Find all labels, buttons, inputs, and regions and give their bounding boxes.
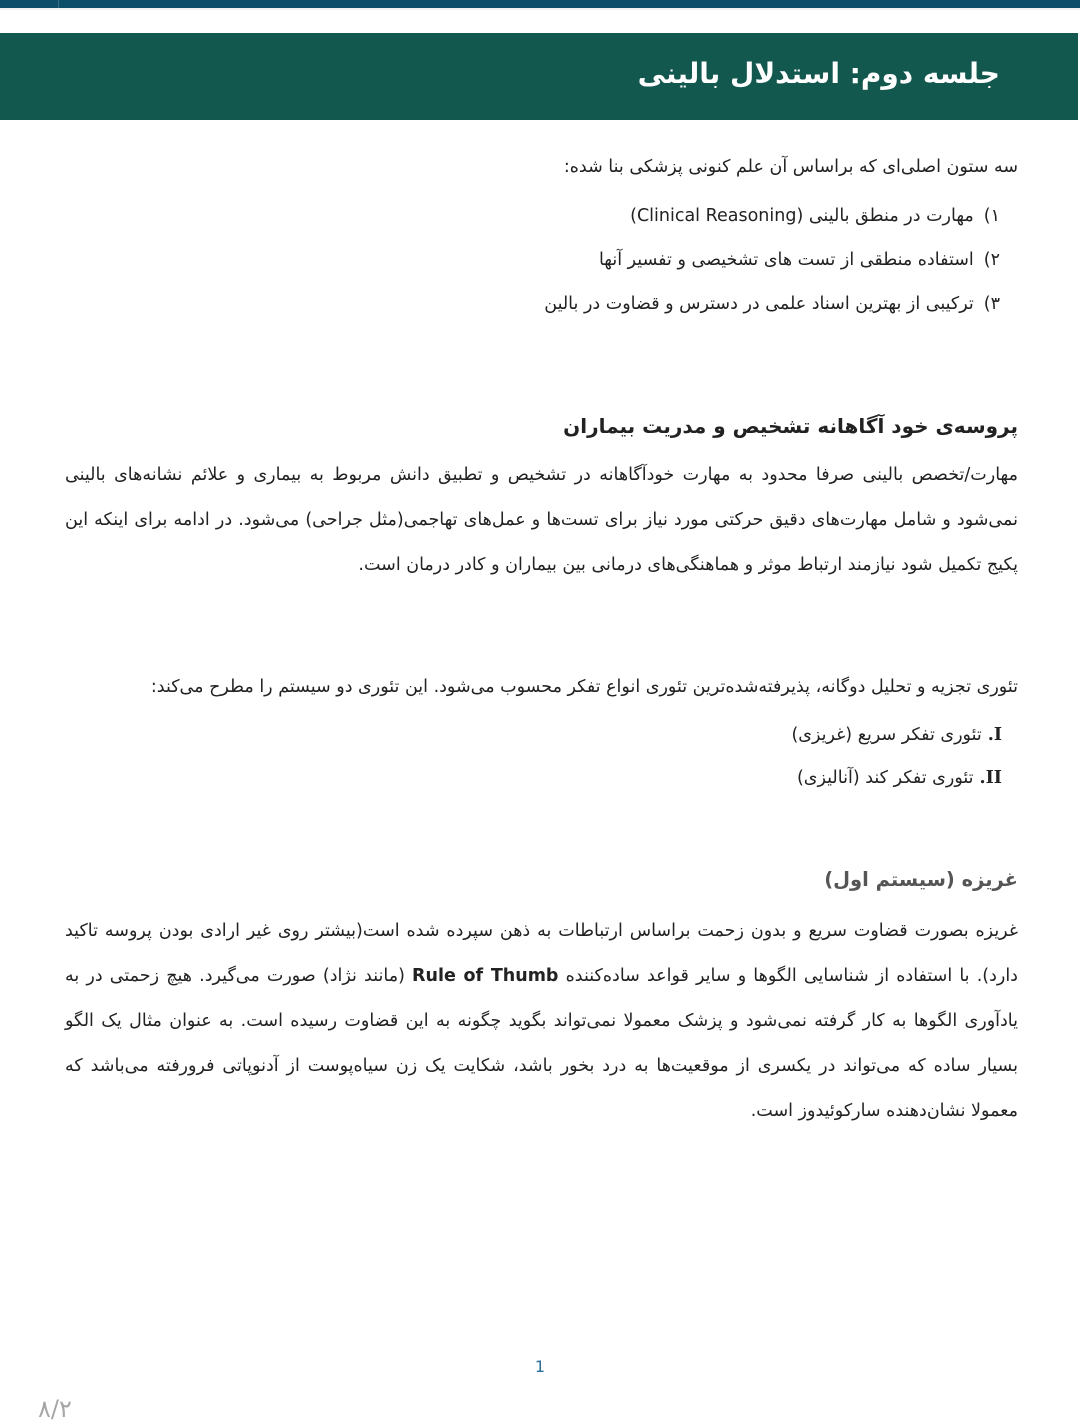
page-number: 1 <box>534 1357 546 1376</box>
top-bar-edge <box>0 8 1080 10</box>
intro-text: سه ستون اصلی‌ای که براساس آن علم کنونی پزشکی بنا شده: <box>563 157 1018 177</box>
list-number: II. <box>979 768 1002 788</box>
section-heading: پروسه‌ی خود آگاهانه تشخیص و مدریت بیماران <box>563 414 1018 438</box>
page-indicator: ۸/۲ <box>38 1395 72 1423</box>
list-item <box>544 249 1000 293</box>
theory-intro: تئوری تجزیه و تحلیل دوگانه، پذیرفته‌شده‌ترین تئوری انواع تفکر محسوب می‌شود. این تئوری دو سیستم را مطرح می‌کند: <box>150 677 1018 697</box>
list-text: تئوری تفکر سریع (غریزی) <box>791 725 982 745</box>
section-paragraph <box>65 909 1018 1134</box>
bold-term: Rule of Thumb <box>412 966 559 986</box>
section-paragraph: مهارت/تخصص بالینی صرفا محدود به مهارت خودآگاهانه در تشخیص و تطبیق دانش مربوط به بیماری و علائم نشانه‌های بالینی نمی‌شود و شامل مهارت‌های دقیق حرکتی مورد نیاز برای تست‌ها و عمل‌های تهاجمی(مثل جراحی) می‌شود. در ادامه برای اینکه این پکیج تکمیل شود نیازمند ارتباط موثر و هماهنگی‌های درمانی بین بیماران و کادر درمان است. <box>65 465 1018 575</box>
pillars-list <box>544 205 1000 337</box>
top-bar <box>0 0 1080 8</box>
list-item <box>544 293 1000 337</box>
page-title: جلسه دوم: استدلال بالینی <box>637 57 1000 90</box>
list-text: استفاده منطقی از تست های تشخیصی و تفسیر آنها <box>598 250 974 270</box>
theory-list <box>791 724 1002 810</box>
list-text: مهارت در منطق بالینی (Clinical Reasoning) <box>630 206 974 226</box>
list-item <box>791 767 1002 810</box>
list-item <box>791 724 1002 767</box>
paragraph-text: غریزه بصورت قضاوت سریع و بدون زحمت براساس ارتباطات به ذهن سپرده شده است(بیشتر روی غیر ارادی بودن پروسه تاکید دارد). با استفاده از شناسایی الگوها و سایر قواعد ساده‌کننده <box>65 921 1018 986</box>
list-number: ۱) <box>983 206 1000 226</box>
list-number: I. <box>987 725 1002 745</box>
list-number: ۳) <box>983 294 1000 314</box>
section-header <box>0 33 1078 120</box>
section-heading: غریزه (سیستم اول) <box>824 868 1018 891</box>
list-number: ۲) <box>983 250 1000 270</box>
top-bar-tick <box>58 0 59 8</box>
list-item <box>544 205 1000 249</box>
list-text: ترکیبی از بهترین اسناد علمی در دسترس و قضاوت در بالین <box>544 294 974 314</box>
paragraph-text: (مانند نژاد) صورت می‌گیرد. هیچ زحمتی در به یادآوری الگوها به کار گرفته نمی‌شود و پزشک معمولا نمی‌تواند بگوید چگونه به این قضاوت رسیده است. به عنوان مثال یک الگو بسیار ساده که می‌تواند در یکسری از موقعیت‌ها به درد بخور باشد، شکایت یک زن سیاه‌پوست از آدنوپاتی فرورفته می‌باشد که معمولا نشان‌دهنده سارکوئیدوز است. <box>65 966 1018 1121</box>
list-text: تئوری تفکر کند (آنالیزی) <box>796 768 974 788</box>
